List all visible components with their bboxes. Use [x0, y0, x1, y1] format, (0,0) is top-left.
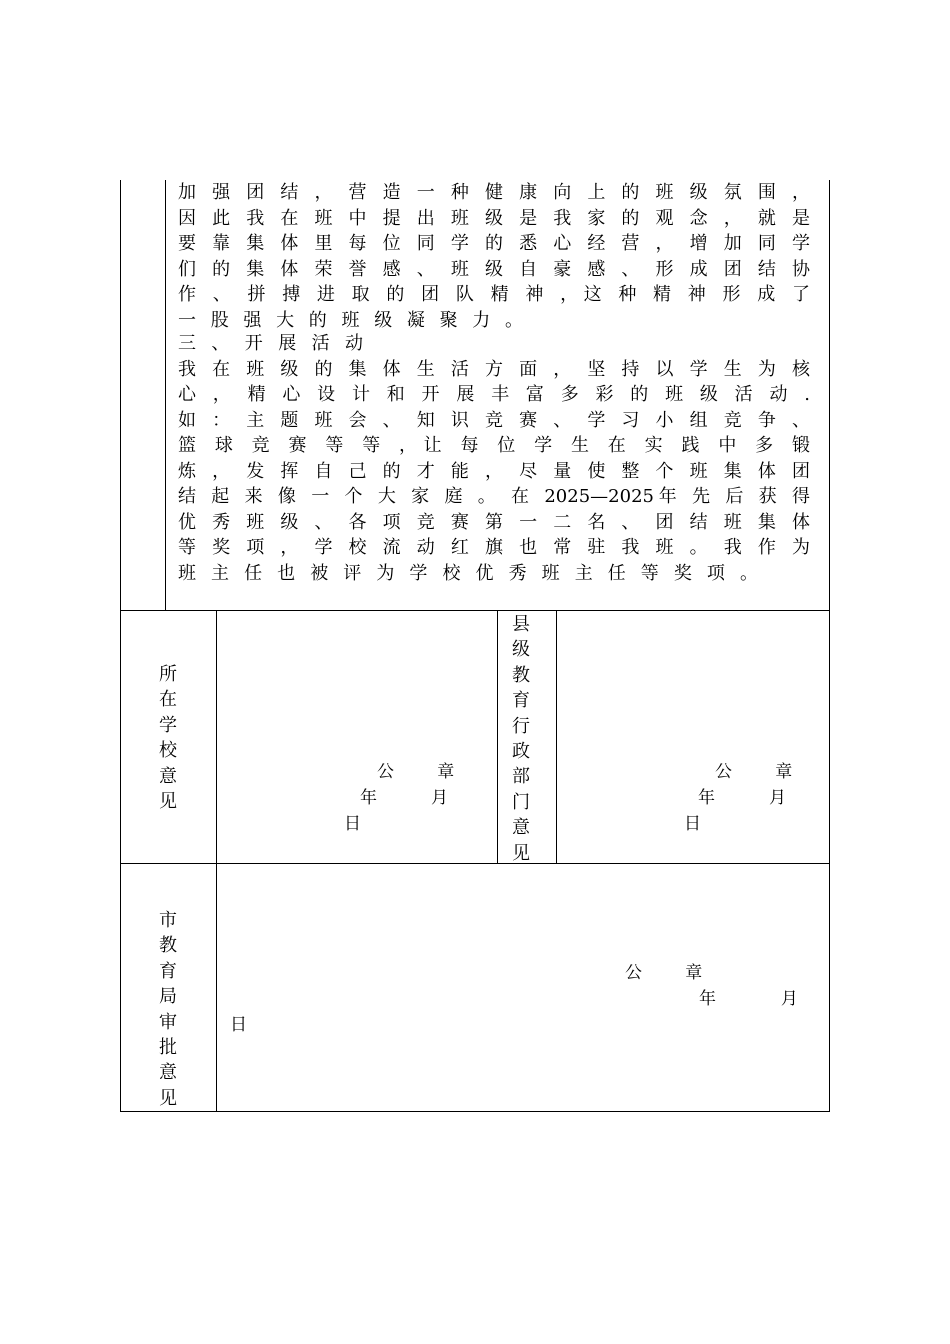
county-label-left-border [497, 610, 498, 864]
narrative-line: 篮 球 竞 赛 等 等 ，让 每 位 学 生 在 实 践 中 多 锻 [178, 435, 810, 456]
city-year-month: 年 月 [699, 989, 798, 1009]
narrative-line: 一 股 强 大 的 班 级 凝 聚 力 。 [178, 310, 523, 331]
school-opinion-field[interactable] [217, 611, 497, 863]
county-opinion-field[interactable] [557, 611, 829, 863]
narrative-margin-line [165, 180, 166, 610]
narrative-line: 炼 ， 发 挥 自 己 的 才 能 ， 尽 量 使 整 个 班 集 体 团 [178, 461, 810, 482]
narrative-line: 如 ： 主 题 班 会 、 知 识 竞 赛 、 学 习 小 组 竞 争 、 [178, 410, 810, 431]
school-year-month: 年 月 [360, 788, 449, 808]
narrative-line: 作 、 拼 搏 进 取 的 团 队 精 神 ，这 种 精 神 形 成 了 [178, 284, 810, 305]
school-opinion-label: 所在学校意见 [159, 664, 177, 813]
school-day: 日 [344, 814, 361, 834]
section-heading: 三 、 开 展 活 动 [178, 333, 363, 354]
county-seal: 公 章 [715, 762, 793, 782]
city-opinion-field[interactable] [217, 864, 829, 1111]
county-year-month: 年 月 [698, 788, 787, 808]
school-seal: 公 章 [377, 762, 455, 782]
narrative-line: 心 ， 精 心 设 计 和 开 展 丰 富 多 彩 的 班 级 活 动 . [178, 384, 810, 405]
narrative-line: 结 起 来 像 一 个 大 家 庭 。 在 2025—2025年 先 后 获 得 [178, 486, 810, 507]
narrative-line: 要 靠 集 体 里 每 位 同 学 的 悉 心 经 营 ， 增 加 同 学 [178, 233, 810, 254]
county-day: 日 [684, 814, 701, 834]
narrative-line: 加 强 团 结 ， 营 造 一 种 健 康 向 上 的 班 级 氛 围 ， [178, 182, 810, 203]
narrative-line: 优 秀 班 级 、 各 项 竞 赛 第 一 二 名 、 团 结 班 集 体 [178, 512, 810, 533]
narrative-line: 我 在 班 级 的 集 体 生 活 方 面 ， 坚 持 以 学 生 为 核 [178, 359, 810, 380]
narrative-line: 们 的 集 体 荣 誉 感 、 班 级 自 豪 感 、 形 成 团 结 协 [178, 259, 810, 280]
narrative-line: 班 主 任 也 被 评 为 学 校 优 秀 班 主 任 等 奖 项 。 [178, 563, 758, 584]
county-opinion-label: 县级教育行政部门意见 [512, 614, 530, 864]
city-seal: 公 章 [625, 963, 703, 983]
city-opinion-label: 市教育局审批意见 [159, 910, 177, 1109]
narrative-line: 因 此 我 在 班 中 提 出 班 级 是 我 家 的 观 念 ， 就 是 [178, 208, 810, 229]
city-day: 日 [230, 1015, 247, 1035]
narrative-line: 等 奖 项 ， 学 校 流 动 红 旗 也 常 驻 我 班 。 我 作 为 [178, 537, 810, 558]
